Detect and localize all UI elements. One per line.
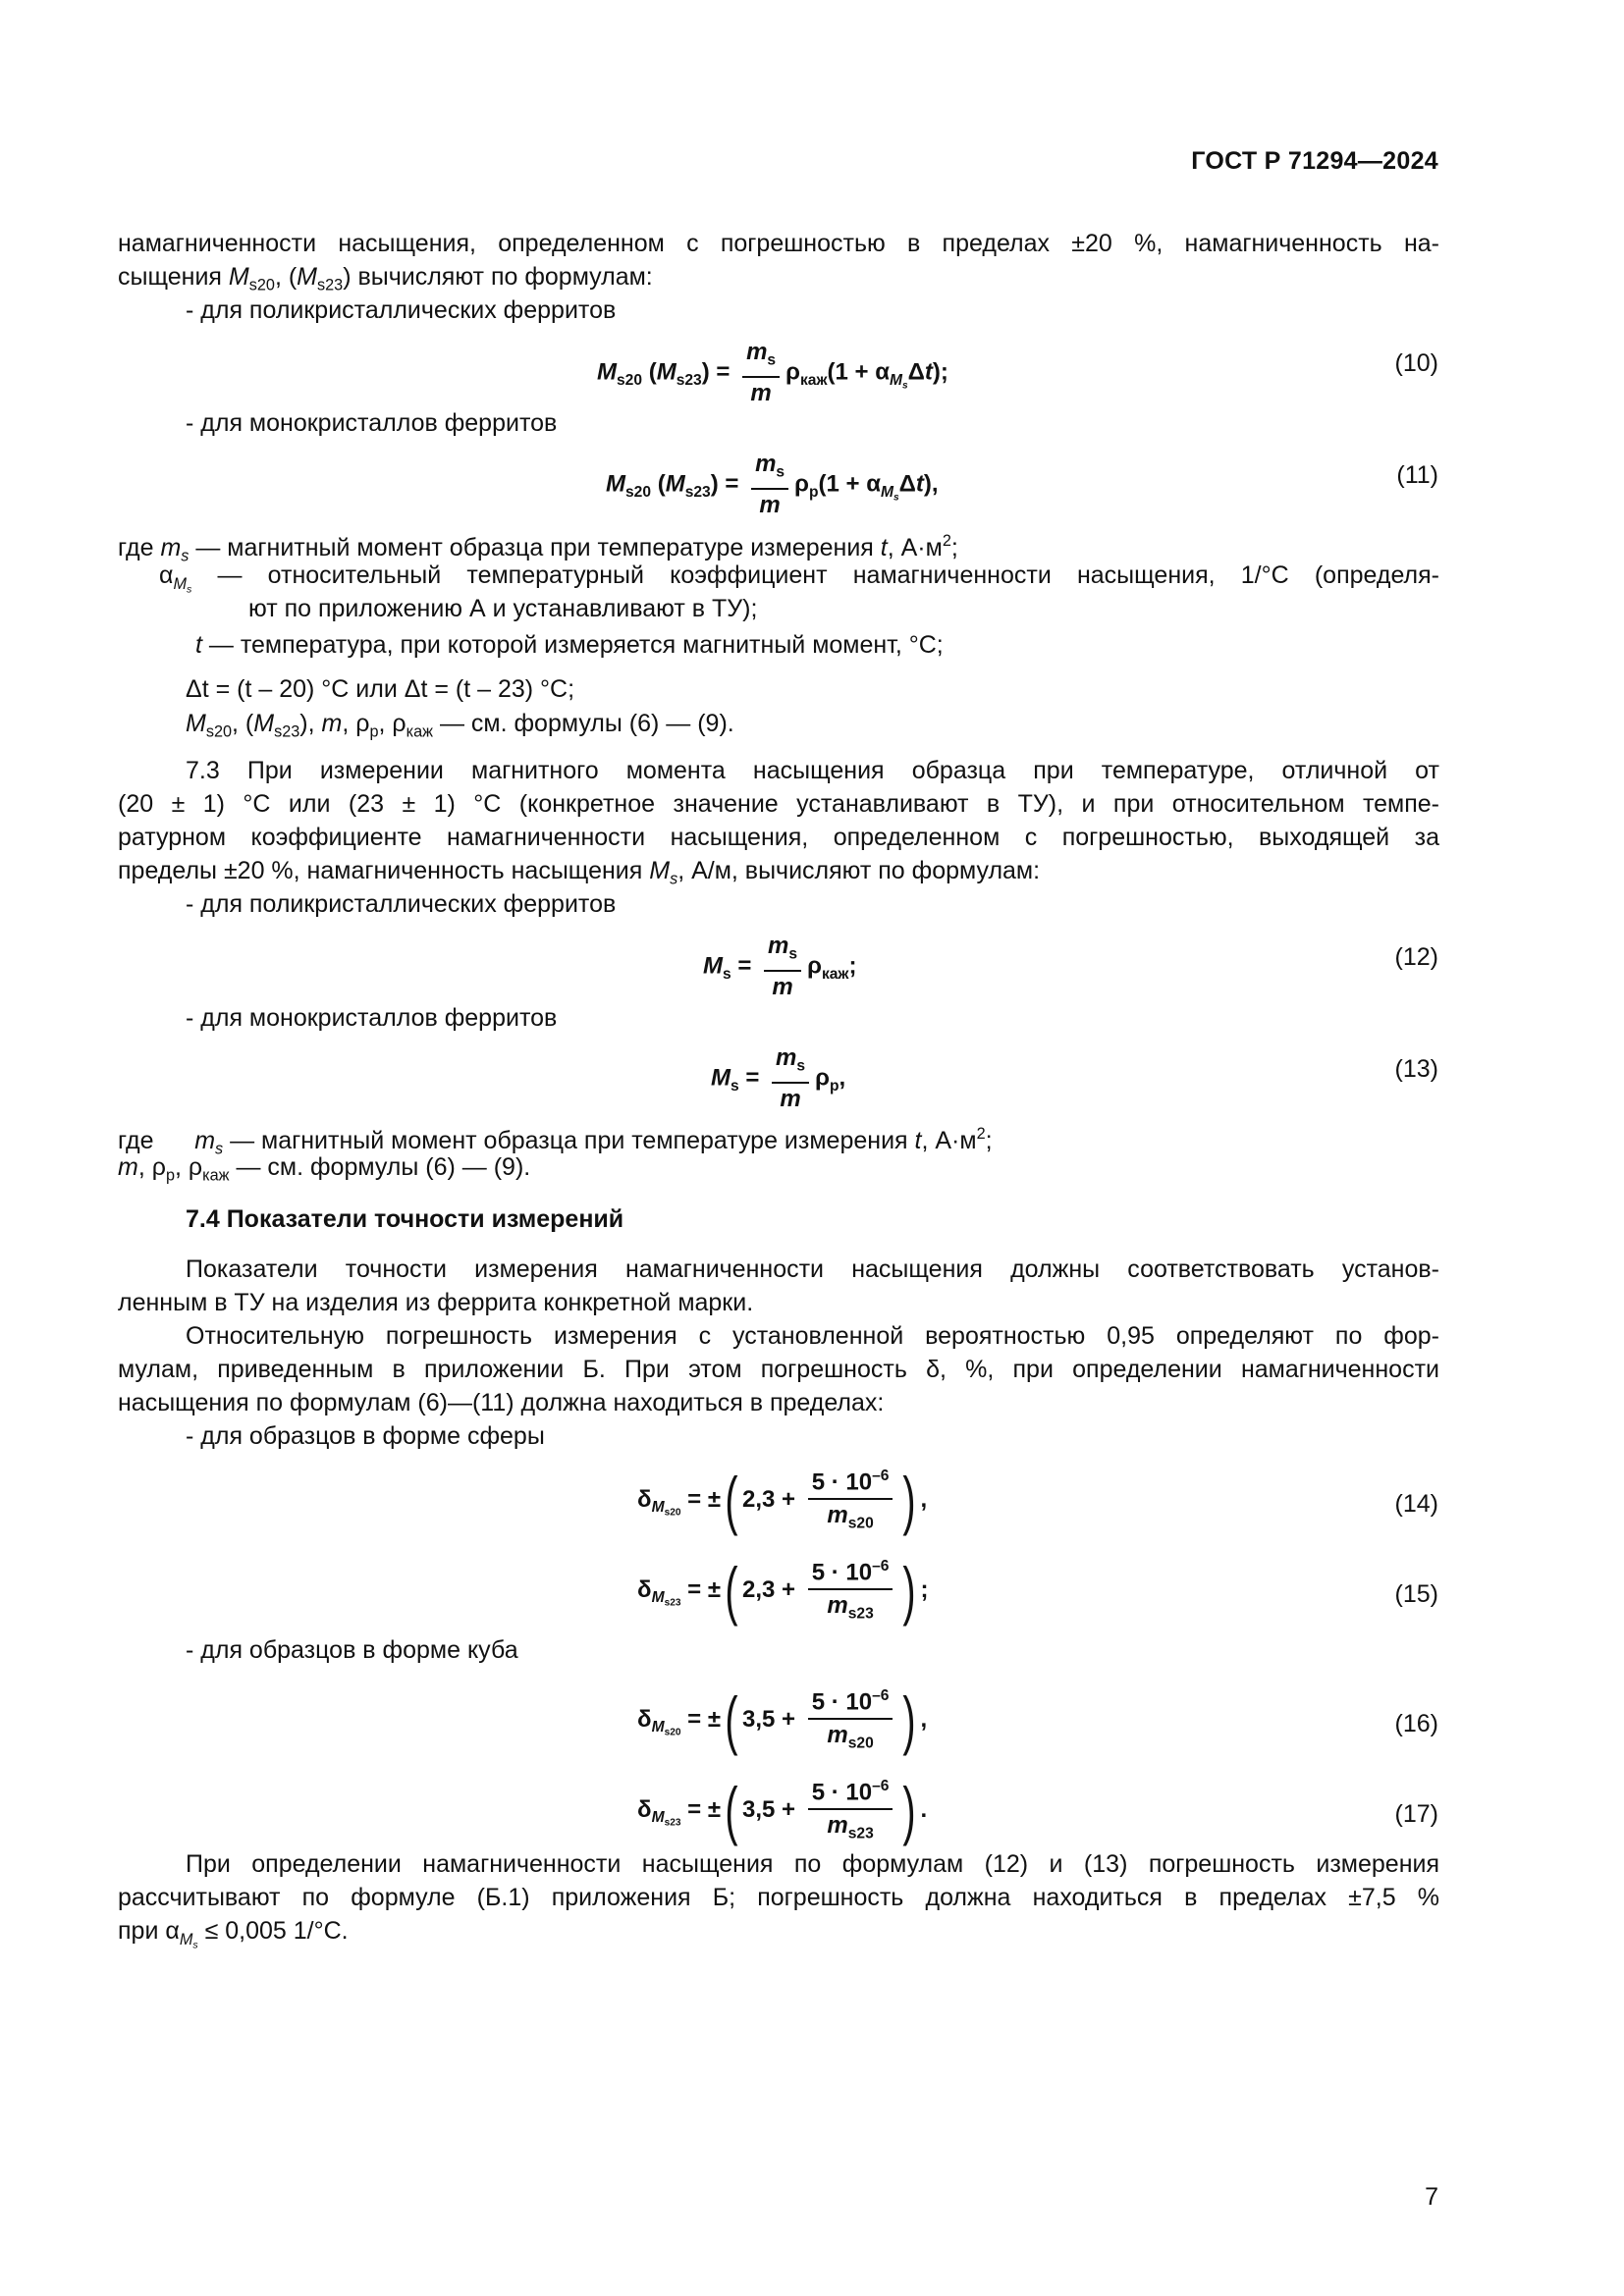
monocrystal-label-2: - для монокристаллов ферритов xyxy=(186,1004,558,1032)
equation-11: $M_{s20}$ $(M_{s23})$ = $\frac{m_s}{m}$ $\rho_р(1 + \alpha_{M_s}\Delta t)$, xyxy=(606,451,939,519)
delta-t-definition: Δt = (t – 20) °С или Δt = (t – 23) °С; xyxy=(186,675,575,703)
section-7-4-p1-line-1: Показатели точности измерения намагниченности насыщения должны соответствовать установ- xyxy=(186,1255,1439,1283)
polycrystal-label-1: - для поликристаллических ферритов xyxy=(186,296,617,324)
intro-line-2: сыщения $M_{s20}$, $(M_{s23})$ вычисляют по формулам: xyxy=(118,263,653,294)
equation-12: $M_s$ = $\frac{m_s}{m}$ $\rho_{каж}$; xyxy=(703,933,857,1001)
equation-13: $M_s$ = $\frac{m_s}{m}$ $\rho_р$, xyxy=(711,1044,846,1113)
section-7-3-line-2: (20 ± 1) °С или (23 ± 1) °С (конкретное значение устанавливают в ТУ), и при относительном темпе- xyxy=(118,790,1439,818)
final-paragraph-line-3: при $\alpha_{M_s} \le 0,005$ 1/°С. xyxy=(118,1917,349,1951)
equation-10: $M_{s20}$ $(M_{s23})$ = $\frac{m_s}{m}$ $\rho_{каж}(1 + \alpha_{M_s}\Delta t)$; xyxy=(597,339,948,407)
monocrystal-label-1: - для монокристаллов ферритов xyxy=(186,409,558,437)
document-header: ГОСТ Р 71294—2024 xyxy=(1191,147,1438,175)
section-7-4-p2-line-1: Относительную погрешность измерения с установленной вероятностью 0,95 определяют по фор- xyxy=(186,1322,1439,1350)
section-7-3-line-4: пределы ±20 %, намагниченность насыщения $M_s$, А/м, вычисляют по формулам: xyxy=(118,857,1041,888)
equation-17: $\delta_{M_{s23}}$ = ±( 3,5 + $\frac{5 \cdot 10^{-6}}{m_{s23}}$ ) . xyxy=(637,1774,928,1847)
sphere-label: - для образцов в форме сферы xyxy=(186,1422,545,1450)
polycrystal-label-2: - для поликристаллических ферритов xyxy=(186,890,617,918)
where-ms-definition-2: где $m_s$ — магнитный момент образца при температуре измерения t, $А\cdot м^2$; xyxy=(118,1125,993,1158)
section-7-4-p1-line-2: ленным в ТУ на изделия из феррита конкретной марки. xyxy=(118,1289,754,1316)
equation-number-13: (13) xyxy=(1394,1055,1438,1083)
equation-number-11: (11) xyxy=(1396,461,1438,489)
cube-label: - для образцов в форме куба xyxy=(186,1636,518,1664)
equation-number-14: (14) xyxy=(1394,1490,1438,1518)
section-7-4-p2-line-3: насыщения по формулам (6)—(11) должна находиться в пределах: xyxy=(118,1389,885,1416)
section-7-4-p2-line-2: мулам, приведенным в приложении Б. При этом погрешность δ, %, при определении намагниченности xyxy=(118,1356,1439,1383)
equation-16: $\delta_{M_{s20}}$ = ±( 3,5 + $\frac{5 \cdot 10^{-6}}{m_{s20}}$ ) , xyxy=(637,1683,928,1757)
equation-number-17: (17) xyxy=(1394,1800,1438,1828)
see-formulas-2: m, $\rho_р$, $\rho_{каж}$ — см. формулы (6) — (9). xyxy=(118,1153,531,1185)
equation-14: $\delta_{M_{s20}}$ = ±( 2,3 + $\frac{5 \cdot 10^{-6}}{m_{s20}}$ ) , xyxy=(637,1464,928,1537)
section-7-4-title: 7.4 Показатели точности измерений xyxy=(186,1205,624,1233)
page-number: 7 xyxy=(1425,2183,1438,2211)
where-t-definition: t — температура, при которой измеряется магнитный момент, °С; xyxy=(195,631,944,659)
where-alpha-definition-1: $\alpha_{M_s}$ — относительный температурный коэффициент намагниченности насыщения, 1/°С (определя- xyxy=(159,561,1439,596)
equation-number-12: (12) xyxy=(1394,943,1438,971)
equation-15: $\delta_{M_{s23}}$ = ±( 2,3 + $\frac{5 \cdot 10^{-6}}{m_{s23}}$ ) ; xyxy=(637,1554,929,1628)
final-paragraph-line-1: При определении намагниченности насыщения по формулам (12) и (13) погрешность измерения xyxy=(186,1850,1439,1878)
intro-line-1: намагниченности насыщения, определенном с погрешностью в пределах ±20 %, намагниченность на- xyxy=(118,230,1439,257)
equation-number-10: (10) xyxy=(1394,349,1438,377)
final-paragraph-line-2: рассчитывают по формуле (Б.1) приложения Б; погрешность должна находиться в пределах ±7,5 % xyxy=(118,1884,1439,1911)
equation-number-16: (16) xyxy=(1394,1710,1438,1737)
where-ms-definition: где $m_s$ — магнитный момент образца при температуре измерения t, $А\cdot м^2$; xyxy=(118,532,958,565)
equation-number-15: (15) xyxy=(1394,1580,1438,1608)
where-alpha-definition-2: ют по приложению А и устанавливают в ТУ); xyxy=(248,595,758,622)
section-7-3-line-3: ратурном коэффициенте намагниченности насыщения, определенном с погрешностью, выходящей за xyxy=(118,824,1439,851)
section-7-3-line-1: 7.3 При измерении магнитного момента насыщения образца при температуре, отличной от xyxy=(186,757,1439,784)
see-formulas-1: $M_{s20}$, $(M_{s23})$, m, $\rho_р$, $\rho_{каж}$ — см. формулы (6) — (9). xyxy=(186,710,734,741)
